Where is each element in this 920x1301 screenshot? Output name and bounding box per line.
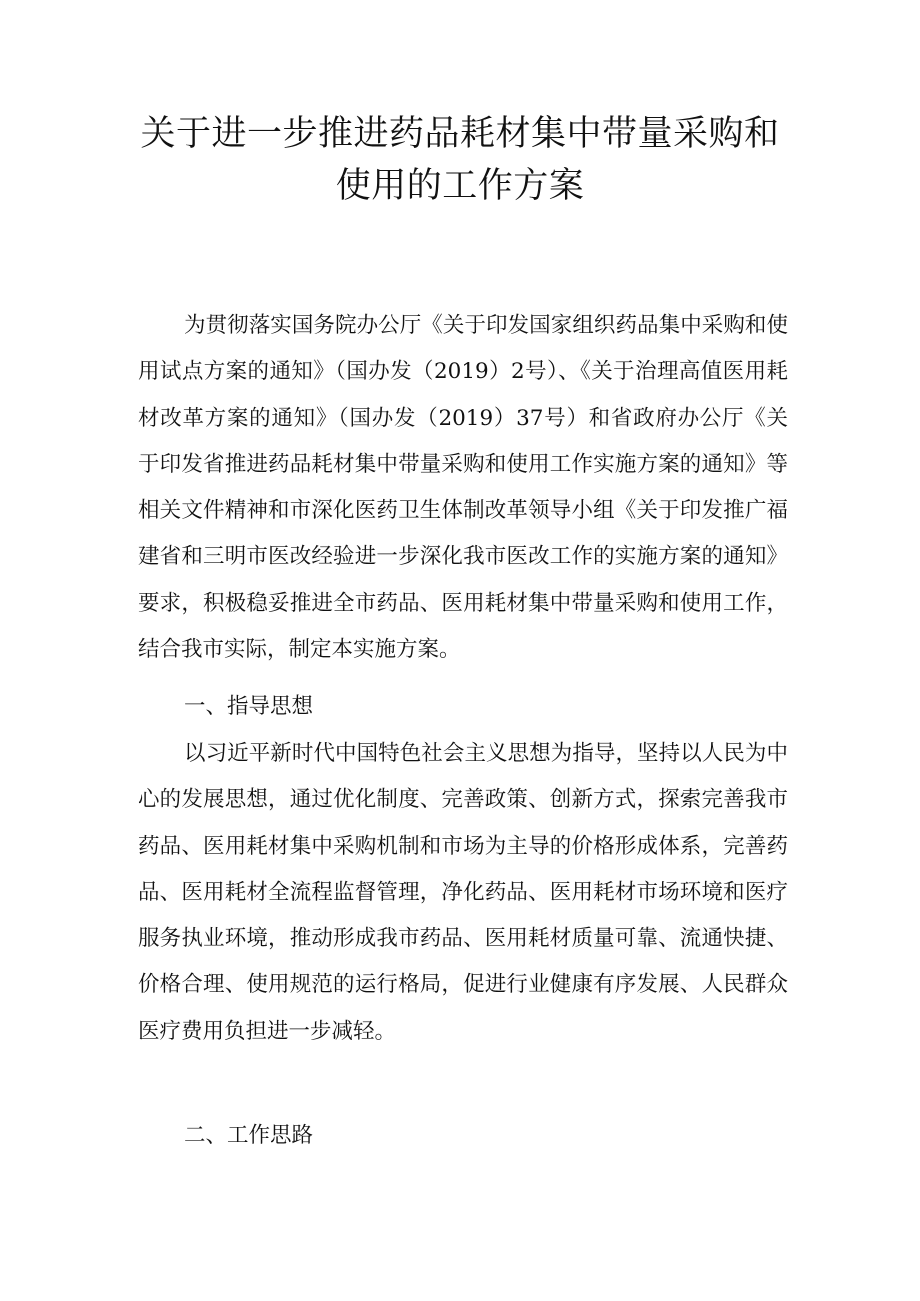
intro-paragraph: 为贯彻落实国务院办公厅《关于印发国家组织药品集中采购和使用试点方案的通知》（国办发（2019）2号）、《关于治理高值医用耗材改革方案的通知》（国办发（2019）37号）和省政府办公厅《关于印发省推进药品耗材集中带量采购和使用工作实施方案的通知》等相关文件精神和市深化医药卫生体制改革领导小组《关于印发推广福建省和三明市医改经验进一步深化我市医改工作的实施方案的通知》要求，积极稳妥推进全市药品、医用耗材集中带量采购和使用工作，结合我市实际，制定本实施方案。	[138, 313, 788, 663]
title-line-2: 使用的工作方案	[335, 166, 585, 206]
section-heading-guiding-ideology: 一、指导思想	[184, 694, 314, 719]
document-title	[100, 108, 820, 212]
guiding-ideology-paragraph: 以习近平新时代中国特色社会主义思想为指导，坚持以人民为中心的发展思想，通过优化制度、完善政策、创新方式，探索完善我市药品、医用耗材集中采购机制和市场为主导的价格形成体系，完善药品、医用耗材全流程监督管理，净化药品、医用耗材市场环境和医疗服务执业环境，推动形成我市药品、医用耗材质量可靠、流通快捷、价格合理、使用规范的运行格局，促进行业健康有序发展、人民群众医疗费用负担进一步减轻。	[138, 741, 788, 1044]
title-line-1: 关于进一步推进药品耗材集中带量采购和	[140, 114, 780, 154]
section-heading-work-approach: 二、工作思路	[184, 1123, 314, 1148]
